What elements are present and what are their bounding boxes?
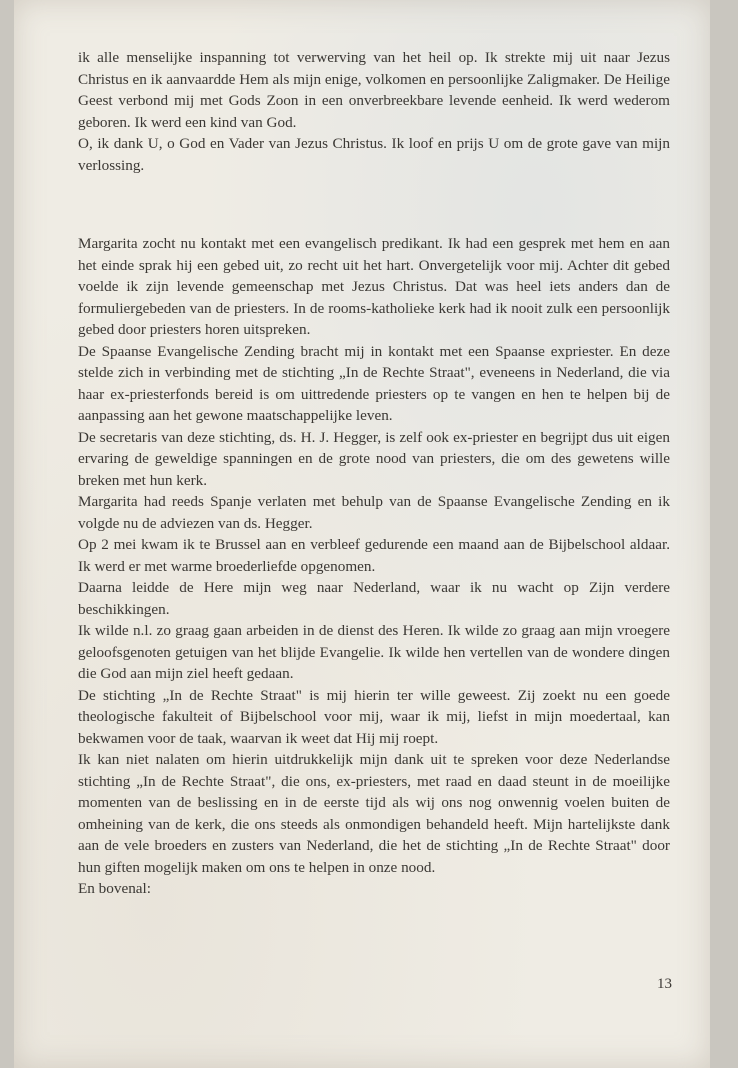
paragraph: ik alle menselijke inspanning tot verwerving van het heil op. Ik strekte mij uit naar Jezus Christus en ik aanvaardde Hem als mijn enige, volkomen en persoonlijke Zaligmaker. De Heilige Geest verbond mij met Gods Zoon in een onverbreekbare levende eenheid. Ik werd wederom geboren. Ik werd een kind van God. bbox=[78, 49, 670, 131]
paragraph: Margarita had reeds Spanje verlaten met behulp van de Spaanse Evangelische Zending en ik volgde nu de adviezen van ds. Hegger. bbox=[78, 493, 670, 532]
text-block-top bbox=[78, 47, 670, 176]
paragraph: Ik kan niet nalaten om hierin uitdrukkelijk mijn dank uit te spreken voor deze Nederlandse stichting „In de Rechte Straat", die ons, ex-priesters, met raad en daad steunt in de moeilijke momenten van de beslissing en in de eerste tijd als wij ons nog onwennig voelen buiten de omheining van de kerk, die ons steeds als onmondigen behandeld heeft. Mijn hartelijkste dank aan de vele broeders en zusters van Nederland, die het de stichting „In de Rechte Straat" door hun giften mogelijk maken om ons te helpen in onze nood. bbox=[78, 751, 670, 876]
page-number: 13 bbox=[657, 976, 672, 992]
paragraph: De stichting „In de Rechte Straat" is mij hierin ter wille geweest. Zij zoekt nu een goede theologische fakulteit of Bijbelschool voor mij, waar ik mij, liefst in mijn moedertaal, kan bekwamen voor de taak, waarvan ik weet dat Hij mij roept. bbox=[78, 686, 670, 747]
paragraph: En bovenal: bbox=[78, 880, 151, 897]
text-block-main bbox=[78, 233, 670, 900]
paragraph: O, ik dank U, o God en Vader van Jezus Christus. Ik loof en prijs U om de grote gave van mijn verlossing. bbox=[78, 135, 670, 174]
paragraph: De Spaanse Evangelische Zending bracht mij in kontakt met een Spaanse expriester. En deze stelde zich in verbinding met de stichting „In de Rechte Straat", eveneens in Nederland, die via haar ex-priesterfonds bereid is om uittredende priesters op te vangen en hen te helpen bij de aanpassing aan het gewone maatschappelijke leven. bbox=[78, 342, 670, 424]
paragraph: Ik wilde n.l. zo graag gaan arbeiden in de dienst des Heren. Ik wilde zo graag aan mijn vroegere geloofsgenoten getuigen van het blijde Evangelie. Ik wilde hen vertellen van de wondere dingen die God aan mijn ziel heeft gedaan. bbox=[78, 622, 670, 682]
paragraph: Margarita zocht nu kontakt met een evangelisch predikant. Ik had een gesprek met hem en aan het einde sprak hij een gebed uit, zo recht uit het hart. Onvergetelijk voor mij. Achter dit gebed voelde ik zijn levende gemeenschap met Jezus Christus. Dat was heel iets anders dan de formuliergebeden van de priesters. In de rooms-katholieke kerk had ik nooit zulk een persoonlijk gebed door priesters horen uitspreken. bbox=[78, 235, 670, 338]
book-page bbox=[14, 0, 710, 1068]
paragraph: De secretaris van deze stichting, ds. H. J. Hegger, is zelf ook ex-priester en begrijpt dus uit eigen ervaring de geweldige spanningen en de grote nood van priesters, die om des gewetens wille breken met hun kerk. bbox=[78, 428, 670, 489]
paragraph: Op 2 mei kwam ik te Brussel aan en verbleef gedurende een maand aan de Bijbelschool aldaar. Ik werd er met warme broederliefde opgenomen. bbox=[78, 536, 670, 575]
paragraph: Daarna leidde de Here mijn weg naar Nederland, waar ik nu wacht op Zijn verdere beschikkingen. bbox=[78, 579, 670, 618]
